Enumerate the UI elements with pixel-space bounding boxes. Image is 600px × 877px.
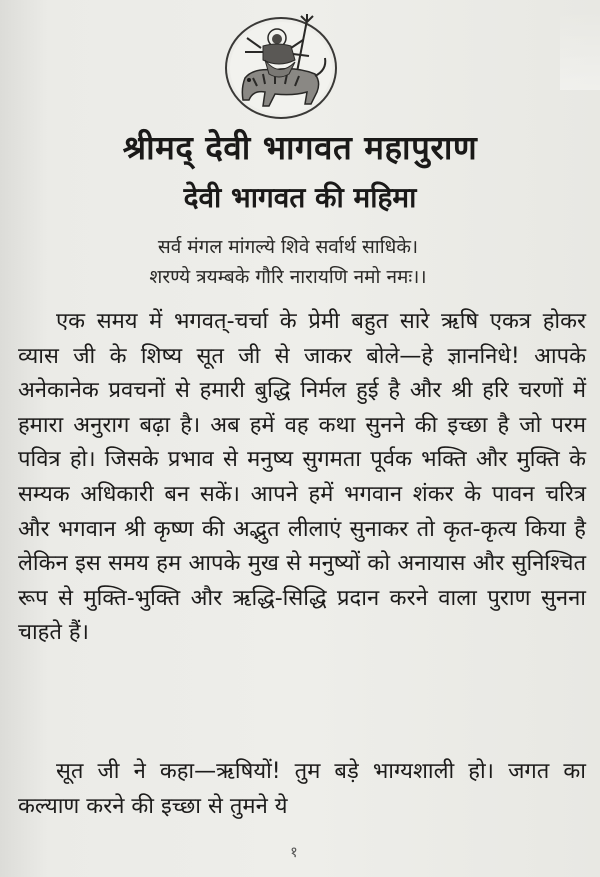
paragraph-1-text: एक समय में भगवत्-चर्चा के प्रेमी बहुत सारे ऋषि एकत्र होकर व्यास जी के शिष्य सूत जी से जाकर बोले—हे ज्ञाननिधे! आपके अनेकानेक प्रवचनों से हमारी बुद्धि निर्मल हुई है और श्री हरि चरणों में हमारा अनुराग बढ़ा है। अब हमें वह कथा सुनने की इच्छा है जो परम पवित्र हो। जिसके प्रभाव से मनुष्य सुगमता पूर्वक भक्ति और मुक्ति के सम्यक अधिकारी बन सकें। आपने हमें भगवान शंकर के पावन चरित्र और भगवान श्री कृष्ण की अद्भुत लीलाएं सुनाकर तो कृत-कृत्य किया है लेकिन इस समय हम आपके मुख से मनुष्यों को अनायास और सुनिश्चित रूप से मुक्ति-भुक्ति और ऋद्धि-सिद्धि प्रदान करने वाला पुराण सुनना चाहते हैं। — [18, 309, 587, 646]
book-title: श्रीमद् देवी भागवत महापुराण — [122, 128, 478, 167]
shloka-line-2: शरण्ये त्रयम्बके गौरि नारायणि नमो नमः।। — [149, 266, 427, 288]
page-number: १ — [290, 843, 298, 861]
page-fold-highlight — [560, 10, 600, 90]
chapter-title: देवी भागवत की महिमा — [183, 181, 417, 214]
paragraph-2-text: सूत जी ने कहा—ऋषियों! तुम बड़े भाग्यशाली हो। जगत का कल्याण करने की इच्छा से तुमने ये — [18, 759, 586, 819]
body-paragraph-2 — [18, 755, 586, 824]
durga-on-tiger-emblem-icon — [223, 12, 339, 120]
shloka-line-1: सर्व मंगल मांगल्ये शिवे सर्वार्थ साधिके। — [157, 236, 419, 258]
body-paragraph-1 — [18, 305, 586, 651]
